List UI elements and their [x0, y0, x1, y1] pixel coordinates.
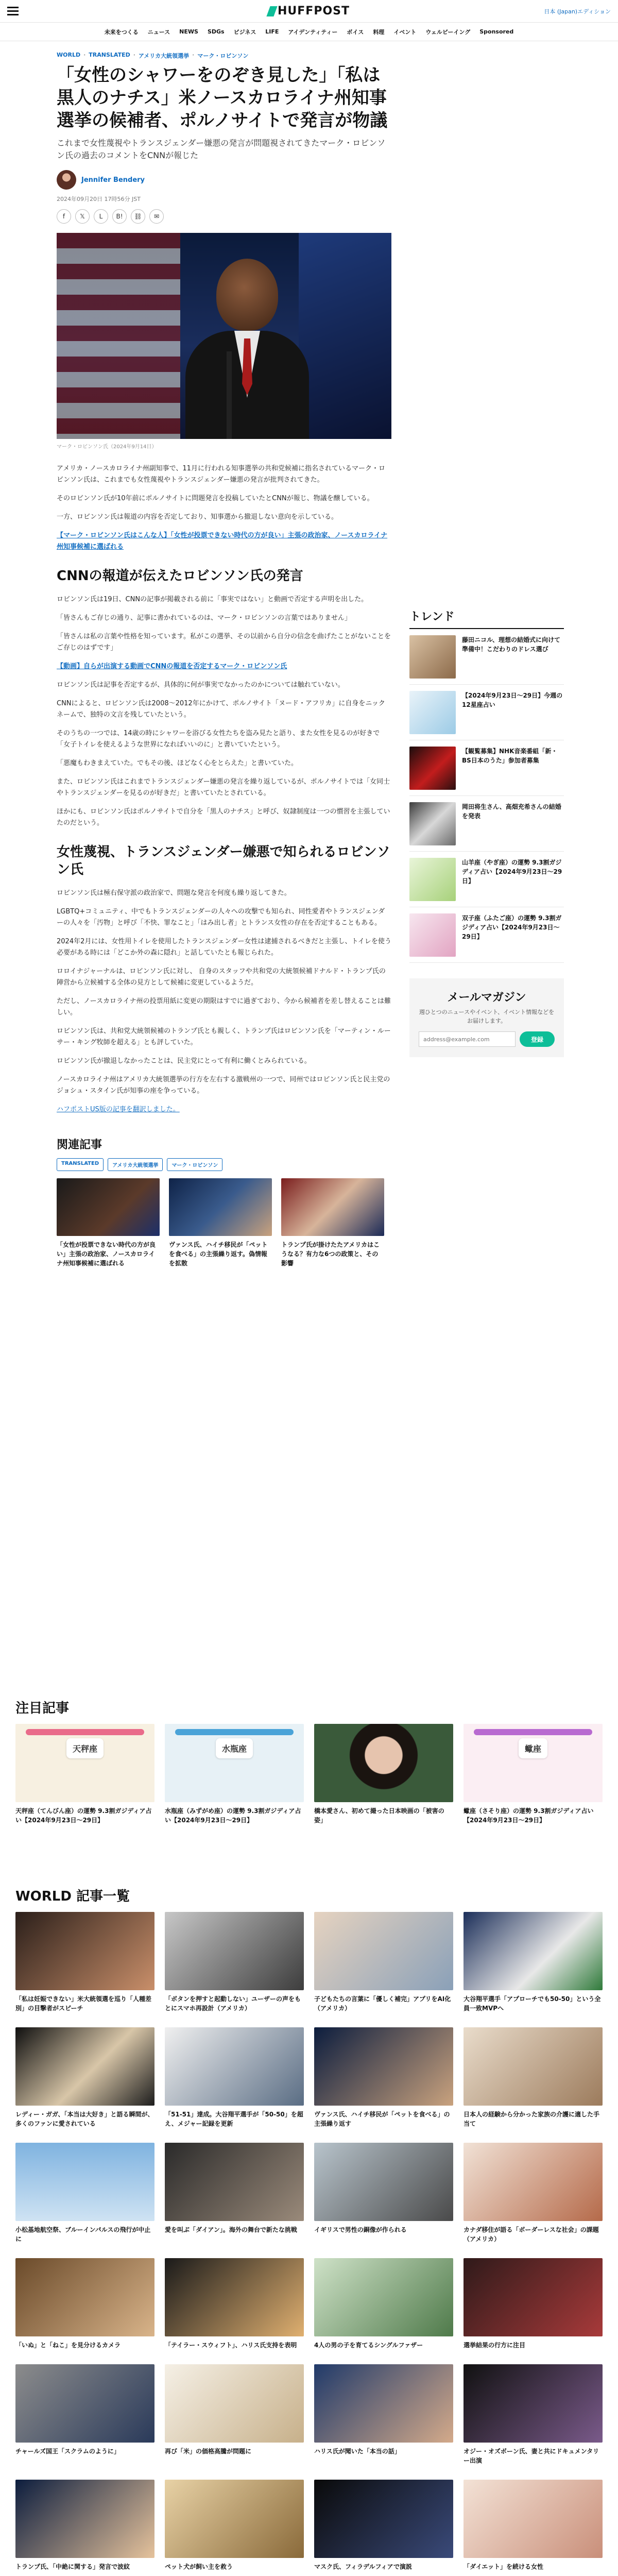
- paragraph: ロロイナジャーナルは、ロビンソン氏に対し、 自身のスタッフや共和党の大統領候補ドナルド・トランプ氏の陣営から立候補する全体の見方として候補に変更しているようだ。: [57, 968, 386, 987]
- link-icon[interactable]: ⛓: [131, 209, 145, 224]
- nav-item[interactable]: 未来をつくる: [104, 28, 139, 36]
- horoscope-pill: [474, 1729, 592, 1735]
- facebook-icon[interactable]: f: [57, 209, 71, 224]
- world-card-title: 選挙結果の行方に注目: [464, 2342, 526, 2349]
- email-field[interactable]: [419, 1031, 516, 1047]
- category-breadcrumb: [57, 52, 391, 60]
- main-nav: [0, 23, 618, 41]
- category-link[interactable]: WORLD: [57, 52, 81, 58]
- featured-card-title: 橋本愛さん、初めて撮った日本映画の「被害の姿」: [314, 1807, 444, 1824]
- trend-thumbnail: [409, 913, 456, 957]
- world-thumbnail: [15, 2258, 154, 2336]
- author-avatar[interactable]: [57, 170, 76, 190]
- world-thumbnail: [314, 2027, 453, 2106]
- world-card[interactable]: [464, 2364, 603, 2465]
- world-thumbnail: [314, 2258, 453, 2336]
- world-thumbnail: [165, 2143, 304, 2221]
- world-thumbnail: [464, 2364, 603, 2443]
- world-thumbnail: [165, 1912, 304, 1990]
- featured-thumbnail: [464, 1724, 603, 1802]
- world-card[interactable]: [165, 2027, 304, 2128]
- author-name[interactable]: Jennifer Bendery: [81, 176, 145, 184]
- paragraph: 「皆さんは私の言葉や性格を知っています。私がこの選挙、その以前から自分の信念を曲げたことがないことをご存じのはずです」: [57, 633, 391, 652]
- featured-grid: [15, 1724, 603, 1825]
- world-grid: [15, 1912, 603, 2571]
- separator: ·: [192, 52, 195, 58]
- source-link[interactable]: ハフポストUS版の記事を翻訳しました。: [57, 1106, 180, 1113]
- world-card-title: トランプ氏、「中絶に関する」発言で波紋: [15, 2563, 130, 2570]
- publish-date: 2024年09月20日 17時56分 JST: [57, 196, 141, 202]
- world-card[interactable]: [165, 2258, 304, 2350]
- related-card-title: ヴァンス氏、ハイチ移民が「ペットを食べる」の主張繰り返す。偽情報を拡散: [169, 1241, 268, 1267]
- share-bar: [57, 209, 391, 224]
- world-card-title: 日本人の経験から分かった家族の介護に適した手当て: [464, 2111, 600, 2127]
- world-thumbnail: [165, 2480, 304, 2558]
- newsletter-desc: 週ひとつのニュースやイベント、イベント情報などをお届けします。: [419, 1009, 555, 1024]
- paragraph: アメリカ・ノースカロライナ州副知事で、11月に行われる知事選挙の共和党候補に指名されているマーク・ロビンソン氏は、これまでも女性蔑視やトランスジェンダー嫌悪の発言が批判されてきた。: [57, 465, 385, 484]
- trend-item[interactable]: [409, 852, 564, 907]
- world-card[interactable]: [464, 2258, 603, 2350]
- paragraph: 「皆さんもご存じの通り、記事に書かれているのは、マーク・ロビンソンの言葉ではありません」: [57, 614, 352, 622]
- world-card[interactable]: [314, 2364, 453, 2465]
- world-card-title: 子どもたちの言葉に「優しく補完」アプリをAI化（アメリカ）: [314, 1995, 451, 2012]
- logo-text: HUFFPOST: [277, 5, 350, 18]
- world-card-title: オジー・オズボーン氏、妻と共にドキュメンタリー出演: [464, 2448, 599, 2464]
- world-card-title: マスク氏、フィラデルフィアで演説: [314, 2563, 412, 2570]
- world-card[interactable]: [464, 2143, 603, 2244]
- logo-slash-icon: [266, 6, 277, 16]
- world-card-title: 「ボタンを押すと起動しない」ユーザーの声をもとにスマホ再設計（アメリカ）: [165, 1995, 301, 2012]
- paragraph: ロビンソン氏は極右保守派の政治家で、問題な発言を何度も繰り返してきた。: [57, 889, 291, 897]
- paragraph: また、ロビンソン氏はこれまでトランスジェンダー嫌悪の発言を繰り返しているが、ポルノサイトでは「女同士やトランスジェンダーを見るのが好きだ」と書いていたとされている。: [57, 778, 390, 797]
- related-card-title: 「女性が投票できない時代の方が良い」主張の政治家、ノースカロライナ州知事候補に選ばれる: [57, 1241, 156, 1267]
- tag-list: [57, 1158, 391, 1171]
- trend-item[interactable]: [409, 740, 564, 796]
- world-card[interactable]: [165, 2364, 304, 2465]
- edition-selector[interactable]: 日本 (Japan)エディション: [544, 8, 611, 15]
- world-card[interactable]: [314, 2027, 453, 2128]
- tag[interactable]: アメリカ大統領選挙: [108, 1158, 163, 1171]
- paragraph: ロビンソン氏は19日、CNNの記事が掲載される前に「事実ではない」と動画で否定する声明を出した。: [57, 596, 368, 603]
- world-card[interactable]: [314, 2143, 453, 2244]
- paragraph: ノースカロライナ州はアメリカ大統領選挙の行方を左右する激戦州の一つで、同州ではロビンソン氏と民主党のジョシュ・スタイン氏が知事の座を争っている。: [57, 1076, 390, 1095]
- hatena-icon[interactable]: B!: [112, 209, 127, 224]
- hero-mic: [227, 351, 232, 439]
- newsletter-form: [419, 1031, 555, 1047]
- trend-text: 山羊座（やぎ座）の運勢 9.3割ガジディア占い【2024年9月23日〜29日】: [462, 859, 562, 885]
- world-card-title: イギリスで男性の銅像が作られる: [314, 2226, 407, 2233]
- nav-item[interactable]: SDGs: [207, 28, 225, 35]
- nav-item[interactable]: NEWS: [179, 28, 198, 35]
- byline: [57, 170, 391, 190]
- paragraph: 「悪魔もわきまえていた。でもその後、ほどなく心をとらえた」と書いていた。: [57, 759, 298, 767]
- separator: ·: [83, 52, 86, 58]
- related-card-title: トランプ氏が掛けたたアメリカはこうなる？有力な6つの政策と、その影響: [281, 1241, 380, 1267]
- featured-title: 注目記事: [15, 1701, 70, 1716]
- world-card-title: 「51-51」達成。大谷翔平選手が「50-50」を超え、メジャー記録を更新: [165, 2111, 303, 2127]
- world-card-title: チャールズ国王「スクラムのように」: [15, 2448, 120, 2455]
- paragraph: ロビンソン氏は記事を否定するが、具体的に何が事実でなかったのかについては触れていない。: [57, 681, 345, 689]
- nav-item[interactable]: 料理: [373, 28, 385, 36]
- trend-text: 【観覧募集】NHK音楽番組「新・BS日本のうた」参加者募集: [462, 748, 558, 764]
- world-card-title: 「私は妊娠できない」米大統領選を巡り「人種差別」の目撃者がスピーチ: [15, 1995, 152, 2012]
- world-thumbnail: [314, 2364, 453, 2443]
- world-card[interactable]: [314, 2258, 453, 2350]
- world-card[interactable]: [314, 2480, 453, 2571]
- world-card[interactable]: [15, 1912, 154, 2013]
- world-card[interactable]: [15, 2480, 154, 2571]
- trend-item[interactable]: [409, 629, 564, 685]
- tag[interactable]: TRANSLATED: [57, 1158, 104, 1171]
- world-thumbnail: [165, 2027, 304, 2106]
- trend-item[interactable]: [409, 907, 564, 963]
- world-card-title: レディー・ガガ、「本当は大好き」と語る瞬間が、多くのファンに愛されている: [15, 2111, 154, 2127]
- world-card[interactable]: [464, 2480, 603, 2571]
- featured-card[interactable]: [165, 1724, 304, 1825]
- world-card[interactable]: [15, 2143, 154, 2244]
- category-link[interactable]: アメリカ大統領選挙: [138, 53, 190, 59]
- sidebar: [409, 608, 564, 1057]
- world-thumbnail: [165, 2258, 304, 2336]
- featured-thumbnail: [15, 1724, 154, 1802]
- related-grid: [57, 1178, 391, 1268]
- newsletter-title: メールマガジン: [447, 991, 526, 1004]
- article-body: [57, 463, 391, 1115]
- zodiac-badge: 蠍座: [519, 1738, 547, 1758]
- world-thumbnail: [15, 2027, 154, 2106]
- trend-thumbnail: [409, 858, 456, 901]
- featured-card[interactable]: [314, 1724, 453, 1825]
- featured-thumbnail: [314, 1724, 453, 1802]
- world-thumbnail: [464, 2258, 603, 2336]
- paragraph: ロビンソン氏は、共和党大統領候補のトランプ氏とも親しく、トランプ氏はロビンソン氏を「マーティン・ルーサー・キング牧師を超える」とも評していた。: [57, 1027, 391, 1046]
- hero-image: [57, 233, 391, 439]
- trend-text: 双子座（ふたご座）の運勢 9.3割ガジディア占い【2024年9月23日〜29日】: [462, 914, 562, 940]
- world-card-title: 愛を叫ぶ「ダイアン」。海外の舞台で新たな挑戦: [165, 2226, 297, 2233]
- world-card[interactable]: [15, 2364, 154, 2465]
- related-inline-link[interactable]: 【マーク・ロビンソン氏はこんな人】「女性が投票できない時代の方が良い」主張の政治家、ノースカロライナ州知事候補に選ばれる: [57, 532, 388, 551]
- related-thumbnail: [57, 1178, 160, 1236]
- category-link[interactable]: TRANSLATED: [89, 52, 130, 58]
- world-card[interactable]: [314, 1912, 453, 2013]
- related-thumbnail: [169, 1178, 272, 1236]
- newsletter-box: [409, 978, 564, 1057]
- mail-icon[interactable]: ✉: [149, 209, 164, 224]
- world-card-title: ヴァンス氏、ハイチ移民が「ペットを食べる」の主張繰り返す: [314, 2111, 450, 2127]
- x-icon[interactable]: 𝕏: [75, 209, 90, 224]
- subscribe-button[interactable]: 登録: [520, 1031, 555, 1047]
- world-card-title: 「テイラー・スウィフト」、ハリス氏支持を表明: [165, 2342, 297, 2349]
- featured-card[interactable]: [15, 1724, 154, 1825]
- site-logo[interactable]: [268, 5, 350, 18]
- zodiac-badge: 天秤座: [66, 1738, 104, 1758]
- trend-thumbnail: [409, 691, 456, 734]
- nav-item[interactable]: ニュース: [147, 28, 170, 36]
- nav-item[interactable]: ビジネス: [233, 28, 256, 36]
- trend-item[interactable]: [409, 796, 564, 852]
- paragraph: そのロビンソン氏が10年前にポルノサイトに問題発言を投稿していたとCNNが報じ、物議を醸している。: [57, 495, 374, 502]
- paragraph: 一方、ロビンソン氏は報道の内容を否定しており、知事選から撤退しない意向を示している。: [57, 513, 338, 521]
- section-heading: CNNの報道が伝えたロビンソン氏の発言: [57, 568, 303, 584]
- related-card[interactable]: [57, 1178, 160, 1268]
- world-section: [15, 1886, 603, 2571]
- related-card[interactable]: [281, 1178, 384, 1268]
- world-card[interactable]: [165, 2480, 304, 2571]
- hero-head: [216, 259, 278, 331]
- world-thumbnail: [15, 2364, 154, 2443]
- world-card[interactable]: [464, 2027, 603, 2128]
- top-bar: [0, 0, 618, 23]
- trend-title: トレンド: [409, 608, 564, 629]
- world-thumbnail: [464, 1912, 603, 1990]
- world-title: WORLD 記事一覧: [15, 1889, 130, 1904]
- world-card-title: カナダ移住が語る「ボーダーレスな社会」の課題（アメリカ）: [464, 2226, 599, 2243]
- horoscope-pill: [175, 1729, 294, 1735]
- trend-text: 岡田将生さん、高畑充希さんの結婚を発表: [462, 803, 561, 820]
- world-thumbnail: [464, 2027, 603, 2106]
- world-card-title: 再び「米」の価格高騰が問題に: [165, 2448, 252, 2455]
- nav-item[interactable]: LIFE: [265, 28, 279, 35]
- line-icon[interactable]: L: [94, 209, 108, 224]
- world-thumbnail: [314, 2480, 453, 2558]
- paragraph: CNNによると、ロビンソン氏は2008〜2012年にかけて、ポルノサイト「ヌード・アフリカ」に自身をニックネームで、独特の文言を残していたという。: [57, 700, 385, 719]
- world-thumbnail: [15, 2143, 154, 2221]
- image-caption: マーク・ロビンソン氏（2024年9月14日）: [57, 444, 157, 450]
- world-card-title: 「ダイエット」を続ける女性: [464, 2563, 544, 2570]
- world-thumbnail: [314, 2143, 453, 2221]
- featured-card[interactable]: [464, 1724, 603, 1825]
- horoscope-pill: [26, 1729, 144, 1735]
- related-title: 関連記事: [57, 1139, 102, 1151]
- world-card[interactable]: [165, 1912, 304, 2013]
- world-card[interactable]: [464, 1912, 603, 2013]
- paragraph: LGBTQ+コミュニティ、中でもトランスジェンダーの人々への攻撃でも知られ、同性愛者やトランスジェンダーの人々を「汚物」と呼び「不快、罪なこと」「はみ出し者」とトランス女性の存在を否定することもある。: [57, 908, 385, 927]
- nav-item[interactable]: イベント: [393, 28, 417, 36]
- menu-icon[interactable]: [7, 7, 19, 15]
- featured-thumbnail: [165, 1724, 304, 1802]
- world-thumbnail: [15, 2480, 154, 2558]
- related-thumbnail: [281, 1178, 384, 1236]
- hero-person: [185, 253, 309, 439]
- nav-item[interactable]: Sponsored: [479, 28, 514, 35]
- world-thumbnail: [314, 1912, 453, 1990]
- video-inline-link[interactable]: 【動画】自らが出演する動画でCNNの報道を否定するマーク・ロビンソン氏: [57, 663, 287, 670]
- zodiac-badge: 水瓶座: [216, 1738, 253, 1758]
- hero-flag-right: [299, 233, 391, 439]
- nav-item[interactable]: ウェルビーイング: [425, 28, 471, 36]
- world-card-title: 大谷翔平選手「アプローチでも50-50」という全員一致MVPへ: [464, 1995, 601, 2012]
- article: [57, 52, 391, 1268]
- world-card[interactable]: [165, 2143, 304, 2244]
- trend-text: 藤田ニコル、理想の結婚式に向けて準備中！こだわりのドレス選び: [462, 636, 561, 653]
- dek: これまで女性蔑視やトランスジェンダー嫌悪の発言が問題視されてきたマーク・ロビンソン氏の過去のコメントをCNNが報じた: [57, 138, 386, 160]
- paragraph: 2024年2月には、女性用トイレを使用したトランスジェンダー女性は逮捕されるべきだと主張し、トイレを使う必要がある時には「どこか外の森に隠れ」と話していたとも報じられた。: [57, 938, 391, 957]
- world-card[interactable]: [15, 2258, 154, 2350]
- tag[interactable]: マーク・ロビンソン: [167, 1158, 222, 1171]
- headline: 「女性のシャワーをのぞき見した」「私は黒人のナチス」米ノースカロライナ州知事選挙の候補者、ポルノサイトで発言が物議: [57, 65, 388, 131]
- featured-card-title: 天秤座（てんびん座）の運勢 9.3割ガジディア占い【2024年9月23日〜29日】: [15, 1807, 152, 1824]
- world-card-title: ペット犬が飼い主を救う: [165, 2563, 233, 2570]
- trend-thumbnail: [409, 747, 456, 790]
- separator: ·: [133, 52, 135, 58]
- featured-section: [15, 1698, 603, 1825]
- paragraph: ほかにも、ロビンソン氏はポルノサイトで自分を「黒人のナチス」と呼び、奴隷制度は一つの慣習を主張していたのだという。: [57, 808, 390, 827]
- world-card-title: 4人の男の子を育てるシングルファザー: [314, 2342, 423, 2349]
- world-card-title: ハリス氏が聞いた「本当の話」: [314, 2448, 401, 2455]
- trend-thumbnail: [409, 802, 456, 845]
- trend-thumbnail: [409, 635, 456, 679]
- trend-text: 【2024年9月23日〜29日】今週の12星座占い: [462, 692, 563, 708]
- paragraph: そのうちの一つでは、14歳の時にシャワーを浴びる女性たちを盗み見たと語り、また女性を見るのが好きで「女子トイレを使えるような世界になればいいのに」と書いていたという。: [57, 730, 380, 749]
- hero-flag-left: [57, 233, 180, 439]
- world-card-title: 「いぬ」と「ねこ」を見分けるカメラ: [15, 2342, 121, 2349]
- paragraph: ロビンソン氏が撤退しなかったことは、民主党にとって有利に働くとみられている。: [57, 1057, 311, 1065]
- paragraph: ただし、ノースカロライナ州の投票用紙に変更の期限はすでに過ぎており、今から候補者を差し替えることは難しい。: [57, 997, 391, 1016]
- featured-card-title: 水瓶座（みずがめ座）の運勢 9.3割ガジディア占い【2024年9月23日〜29日】: [165, 1807, 301, 1824]
- world-card-title: 小松基地航空祭、ブルーインパルスの飛行が中止に: [15, 2226, 151, 2243]
- nav-item[interactable]: アイデンティティー: [288, 28, 338, 36]
- related-card[interactable]: [169, 1178, 272, 1268]
- world-thumbnail: [464, 2143, 603, 2221]
- trend-item[interactable]: [409, 685, 564, 740]
- world-thumbnail: [15, 1912, 154, 1990]
- nav-item[interactable]: ボイス: [347, 28, 364, 36]
- category-link[interactable]: マーク・ロビンソン: [197, 53, 249, 59]
- world-card[interactable]: [15, 2027, 154, 2128]
- world-thumbnail: [464, 2480, 603, 2558]
- featured-card-title: 蠍座（さそり座）の運勢 9.3割ガジディア占い【2024年9月23日〜29日】: [464, 1807, 594, 1824]
- world-thumbnail: [165, 2364, 304, 2443]
- section-heading: 女性蔑視、トランスジェンダー嫌悪で知られるロビンソン氏: [57, 844, 390, 877]
